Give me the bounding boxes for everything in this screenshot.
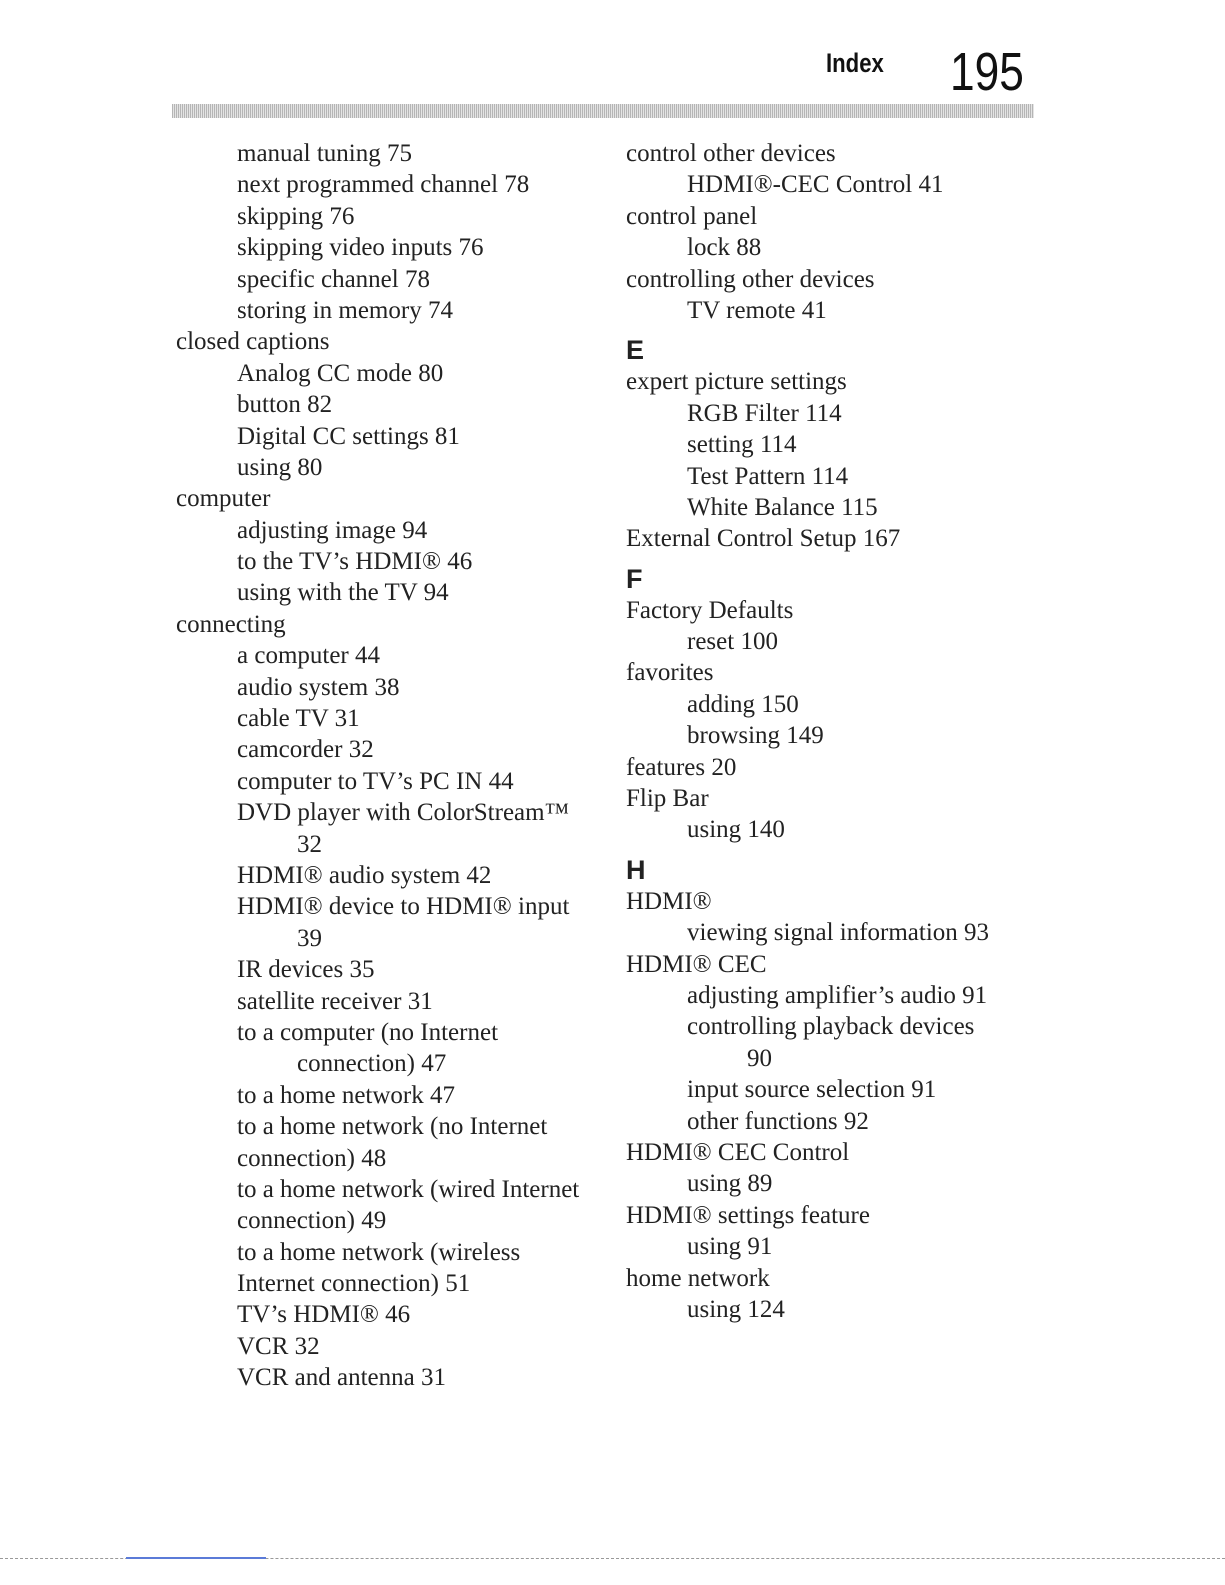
index-main-entry: control panel: [626, 202, 758, 230]
index-section-letter: F: [626, 563, 643, 594]
index-column-left: [176, 138, 579, 1394]
index-sub-entry: cable TV 31: [237, 705, 360, 733]
index-sub-entry: audio system 38: [237, 673, 400, 701]
index-sub-entry: HDMI®-CEC Control 41: [687, 171, 944, 199]
index-main-entry: Flip Bar: [626, 785, 709, 813]
index-section-letter: E: [626, 335, 645, 366]
index-sub-entry: using 124: [687, 1295, 785, 1323]
index-main-entry: HDMI® settings feature: [626, 1201, 870, 1229]
index-sub-entry: controlling playback devices: [687, 1013, 975, 1041]
index-sub-entry: to a home network (wired Internet: [237, 1175, 580, 1203]
index-sub-entry: to a home network (no Internet: [237, 1113, 548, 1141]
index-main-entry: home network: [626, 1264, 770, 1292]
index-sub-entry: using with the TV 94: [237, 579, 449, 607]
index-sub-entry: computer to TV’s PC IN 44: [237, 767, 514, 795]
index-main-entry: HDMI®: [626, 887, 712, 915]
index-main-entry: features 20: [626, 753, 737, 781]
index-sub-entry: using 91: [687, 1233, 773, 1261]
index-sub-entry: next programmed channel 78: [237, 171, 530, 199]
index-sub-entry: Internet connection) 51: [237, 1270, 471, 1298]
index-main-entry: controlling other devices: [626, 265, 875, 293]
index-column-right: [626, 138, 989, 1325]
index-sub-entry: adjusting image 94: [237, 516, 428, 544]
header-rule: [172, 104, 1034, 118]
index-sub-entry: specific channel 78: [237, 265, 430, 293]
index-main-entry: favorites: [626, 659, 714, 687]
index-sub-entry: button 82: [237, 391, 333, 419]
page-number: 195: [950, 42, 1024, 102]
page-bottom-marker: [126, 1557, 266, 1559]
index-sub-entry: VCR 32: [237, 1332, 320, 1360]
index-sub-entry: manual tuning 75: [237, 140, 412, 167]
index-sub-entry: browsing 149: [687, 722, 824, 750]
index-main-entry: computer: [176, 485, 271, 513]
index-sub-entry: Analog CC mode 80: [237, 359, 444, 387]
index-sub-entry: to a computer (no Internet: [237, 1018, 499, 1046]
index-sub-entry: to the TV’s HDMI® 46: [237, 548, 473, 576]
index-sub-entry: 39: [297, 924, 322, 952]
index-sub-entry: viewing signal information 93: [687, 919, 990, 947]
index-main-entry: Factory Defaults: [626, 596, 794, 624]
index-main-entry: connecting: [176, 610, 286, 638]
index-sub-entry: IR devices 35: [237, 956, 375, 984]
index-sub-entry: skipping 76: [237, 202, 355, 230]
index-sub-entry: reset 100: [687, 628, 778, 656]
index-sub-entry: VCR and antenna 31: [237, 1364, 446, 1392]
index-sub-entry: using 89: [687, 1170, 773, 1198]
index-sub-entry: connection) 48: [237, 1144, 387, 1172]
index-sub-entry: input source selection 91: [687, 1076, 937, 1104]
index-sub-entry: adjusting amplifier’s audio 91: [687, 981, 988, 1009]
index-section-letter: H: [626, 854, 646, 885]
index-main-entry: control other devices: [626, 140, 836, 167]
index-sub-entry: connection) 49: [237, 1207, 387, 1235]
index-sub-entry: HDMI® device to HDMI® input: [237, 893, 570, 921]
index-sub-entry: RGB Filter 114: [687, 399, 842, 427]
index-sub-entry: 90: [747, 1044, 772, 1072]
index-sub-entry: White Balance 115: [687, 493, 878, 521]
index-sub-entry: storing in memory 74: [237, 296, 453, 324]
index-main-entry: HDMI® CEC: [626, 950, 767, 978]
index-sub-entry: DVD player with ColorStream™: [237, 799, 570, 827]
index-sub-entry: skipping video inputs 76: [237, 234, 484, 262]
index-main-entry: External Control Setup 167: [626, 525, 901, 553]
index-sub-entry: adding 150: [687, 690, 799, 718]
index-sub-entry: Test Pattern 114: [687, 462, 849, 490]
index-sub-entry: using 80: [237, 453, 323, 481]
index-sub-entry: connection) 47: [297, 1050, 447, 1078]
index-sub-entry: to a home network 47: [237, 1081, 456, 1109]
index-sub-entry: camcorder 32: [237, 736, 374, 764]
index-sub-entry: Digital CC settings 81: [237, 422, 460, 450]
index-main-entry: expert picture settings: [626, 368, 847, 396]
index-sub-entry: HDMI® audio system 42: [237, 861, 492, 889]
index-header-label: Index: [826, 48, 884, 78]
index-sub-entry: lock 88: [687, 234, 762, 262]
index-sub-entry: using 140: [687, 816, 785, 844]
index-sub-entry: satellite receiver 31: [237, 987, 433, 1015]
index-sub-entry: setting 114: [687, 431, 797, 459]
index-main-entry: HDMI® CEC Control: [626, 1138, 850, 1166]
index-main-entry: closed captions: [176, 328, 330, 356]
index-sub-entry: TV’s HDMI® 46: [237, 1301, 411, 1329]
index-sub-entry: other functions 92: [687, 1107, 869, 1135]
index-sub-entry: to a home network (wireless: [237, 1238, 521, 1266]
index-sub-entry: a computer 44: [237, 642, 381, 670]
index-sub-entry: TV remote 41: [687, 296, 827, 324]
index-sub-entry: 32: [297, 830, 322, 858]
